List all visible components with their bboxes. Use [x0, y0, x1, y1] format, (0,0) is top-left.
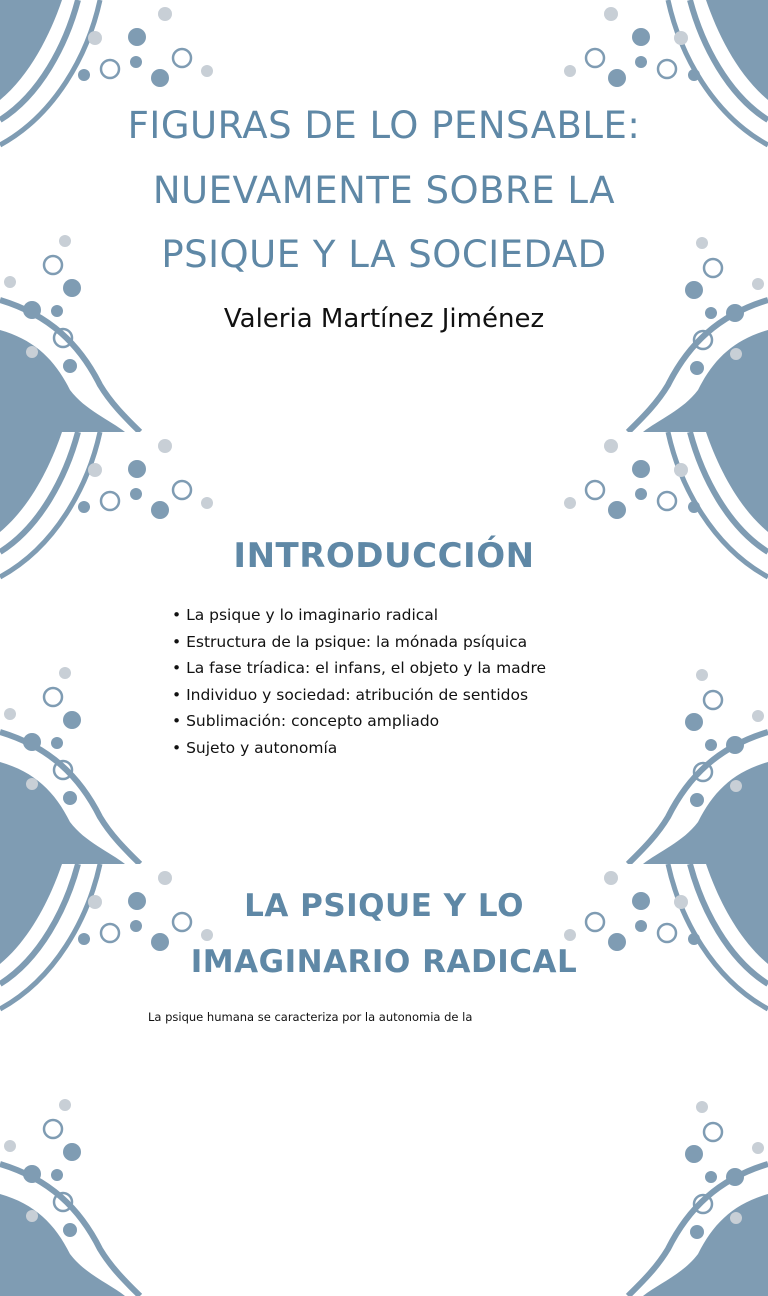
list-item: • La psique y lo imaginario radical: [172, 602, 546, 629]
introduction-heading: INTRODUCCIÓN: [233, 536, 535, 576]
psique-slide: [0, 864, 768, 1296]
list-item: • Individuo y sociedad: atribución de sentidos: [172, 682, 546, 709]
section-heading-line-2: IMAGINARIO RADICAL: [190, 944, 578, 980]
list-item: • Sujeto y autonomía: [172, 735, 546, 762]
decorative-frame: [0, 0, 768, 432]
list-item: • Estructura de la psique: la mónada psíquica: [172, 629, 546, 656]
list-item: • Sublimación: concepto ampliado: [172, 708, 546, 735]
list-item: • La fase tríadica: el infans, el objeto y la madre: [172, 655, 546, 682]
title-slide: [0, 0, 768, 432]
body-paragraph: La psique humana se caracteriza por la autonomia de la: [148, 1010, 473, 1024]
title-line-2: NUEVAMENTE SOBRE LA: [152, 169, 616, 212]
title-line-3: PSIQUE Y LA SOCIEDAD: [161, 233, 607, 276]
title-line-1: FIGURAS DE LO PENSABLE:: [127, 104, 641, 147]
author-name: Valeria Martínez Jiménez: [223, 304, 545, 334]
decorative-frame: [0, 864, 768, 1296]
section-heading-line-1: LA PSIQUE Y LO: [244, 888, 524, 924]
introduction-slide: [0, 432, 768, 864]
topic-list: [172, 602, 546, 761]
